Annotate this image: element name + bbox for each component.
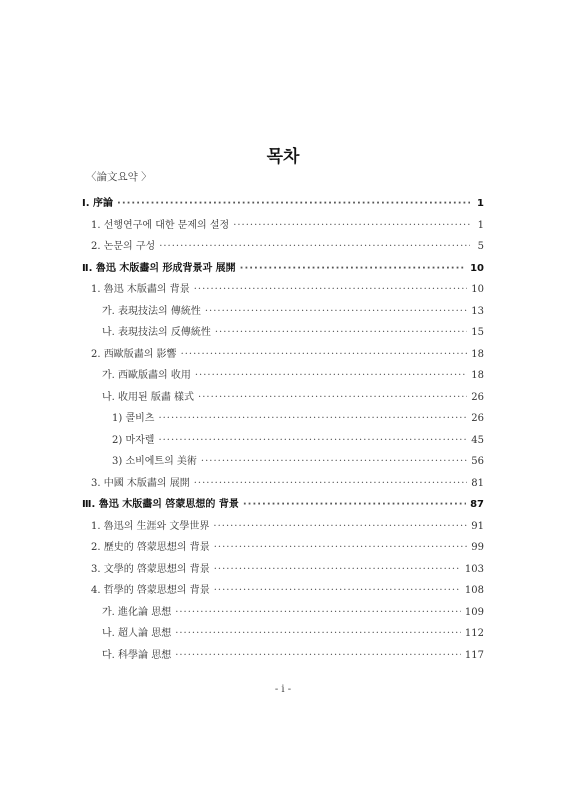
- toc-entry-label: 가. 西歐版畵의 收用: [102, 370, 191, 381]
- dot-leader: [175, 607, 461, 618]
- toc-entry[interactable]: [91, 517, 484, 532]
- toc-entry-label: 나. 表現技法의 反傳統性: [102, 327, 211, 338]
- toc-entry-page: 1: [477, 198, 484, 209]
- dot-leader: [158, 413, 467, 424]
- toc-entry-label: Ⅰ. 序論: [82, 198, 114, 209]
- dot-leader: [117, 198, 470, 209]
- page-number-footer: - i -: [274, 684, 292, 695]
- page-title: 목차: [266, 147, 300, 167]
- dot-leader: [194, 284, 468, 295]
- toc-entry[interactable]: [112, 409, 484, 424]
- dot-leader: [201, 456, 467, 467]
- dot-leader: [158, 435, 467, 446]
- toc-entry-label: 가. 表現技法의 傳統性: [102, 305, 201, 317]
- toc-entry-label: Ⅱ. 魯迅 木版畵의 形成背景과 展開: [82, 262, 236, 274]
- toc-entry-label: 3) 소비에트의 美術: [112, 456, 197, 467]
- toc-entry-page: 109: [464, 606, 484, 618]
- dot-leader: [198, 392, 467, 403]
- dot-leader: [205, 306, 467, 317]
- toc-entry-label: 3. 文學的 啓蒙思想의 背景: [91, 563, 210, 575]
- toc-entry-label: Ⅲ. 魯迅 木版畵의 啓蒙思想的 背景: [82, 499, 239, 510]
- dot-leader: [215, 327, 467, 338]
- dot-leader: [175, 650, 461, 661]
- toc-entry-page: 15: [471, 327, 484, 338]
- toc-entry-page: 108: [464, 585, 484, 596]
- toc-entry-page: 45: [471, 434, 484, 446]
- dot-leader: [240, 263, 466, 274]
- toc-entry-page: 5: [477, 241, 484, 252]
- toc-entry[interactable]: [102, 302, 484, 317]
- toc-entry-label: 4. 哲學的 啓蒙思想의 背景: [91, 585, 210, 596]
- dot-leader: [214, 585, 461, 596]
- toc-entry[interactable]: [102, 323, 484, 338]
- abstract-label: 〈論文요약 〉: [86, 171, 152, 183]
- dot-leader: [195, 370, 467, 381]
- dot-leader: [233, 220, 470, 231]
- toc-entry-label: 가. 進化論 思想: [102, 606, 172, 618]
- dot-leader: [214, 564, 461, 575]
- toc-entry[interactable]: [91, 474, 484, 489]
- toc-entry-label: 다. 科學論 思想: [102, 649, 172, 661]
- toc-entry-page: 26: [471, 391, 484, 403]
- toc-entry-label: 나. 收用된 版畵 樣式: [102, 391, 195, 403]
- toc-entry[interactable]: [91, 560, 484, 575]
- toc-entry-page: 18: [471, 348, 484, 360]
- toc-entry-label: 1. 魯迅 木版畵의 背景: [91, 284, 190, 295]
- toc-entry[interactable]: [102, 646, 484, 661]
- toc-entry-label: 1. 魯迅의 生涯와 文學世界: [91, 520, 210, 532]
- toc-entry-page: 56: [471, 456, 484, 467]
- toc-entry-page: 10: [470, 262, 484, 274]
- toc-entry-page: 1: [477, 219, 484, 231]
- toc-entry[interactable]: [112, 452, 484, 467]
- toc-entry[interactable]: [102, 624, 484, 639]
- dot-leader: [213, 521, 467, 532]
- toc-entry-page: 13: [471, 305, 484, 317]
- toc-entry[interactable]: [102, 366, 484, 381]
- dot-leader: [194, 478, 468, 489]
- toc-entry-label: 3. 中國 木版畵의 展開: [91, 477, 190, 489]
- toc-entry[interactable]: [112, 431, 484, 446]
- toc-entry-label: 2. 西歐版畵의 影響: [91, 348, 177, 360]
- toc-entry[interactable]: [102, 603, 484, 618]
- toc-entry-page: 81: [471, 477, 484, 489]
- toc-entry[interactable]: [91, 581, 484, 596]
- toc-entry[interactable]: [91, 280, 484, 295]
- toc-entry-page: 26: [471, 413, 484, 424]
- toc-entry[interactable]: [82, 259, 484, 274]
- toc-entry-page: 103: [464, 563, 484, 575]
- toc-entry-page: 117: [464, 649, 484, 661]
- dot-leader: [159, 241, 470, 252]
- toc-entry[interactable]: [82, 194, 484, 209]
- toc-entry-label: 2. 歷史的 啓蒙思想의 背景: [91, 542, 210, 553]
- toc-entry-page: 18: [471, 370, 484, 381]
- toc-entry[interactable]: [91, 216, 484, 231]
- toc-entry-label: 나. 超人論 思想: [102, 628, 172, 639]
- toc-entry[interactable]: [82, 495, 484, 510]
- toc-entry-page: 91: [471, 520, 484, 532]
- toc-entry-page: 87: [470, 499, 484, 510]
- toc-entry[interactable]: [91, 538, 484, 553]
- toc-entry[interactable]: [91, 237, 484, 252]
- toc-entry-label: 2) 마자렐: [112, 434, 155, 446]
- toc-entry[interactable]: [102, 388, 484, 403]
- dot-leader: [181, 349, 468, 360]
- toc-entry-label: 1. 선행연구에 대한 문제의 설정: [91, 219, 230, 231]
- toc-entry-page: 99: [471, 542, 484, 553]
- dot-leader: [214, 542, 468, 553]
- toc-entry-page: 112: [464, 628, 484, 639]
- toc-entry-label: 2. 논문의 구성: [91, 241, 156, 252]
- toc-entry-page: 10: [471, 284, 484, 295]
- dot-leader: [243, 499, 466, 510]
- toc-entry[interactable]: [91, 345, 484, 360]
- toc-entry-label: 1) 콜비츠: [112, 413, 155, 424]
- dot-leader: [175, 628, 461, 639]
